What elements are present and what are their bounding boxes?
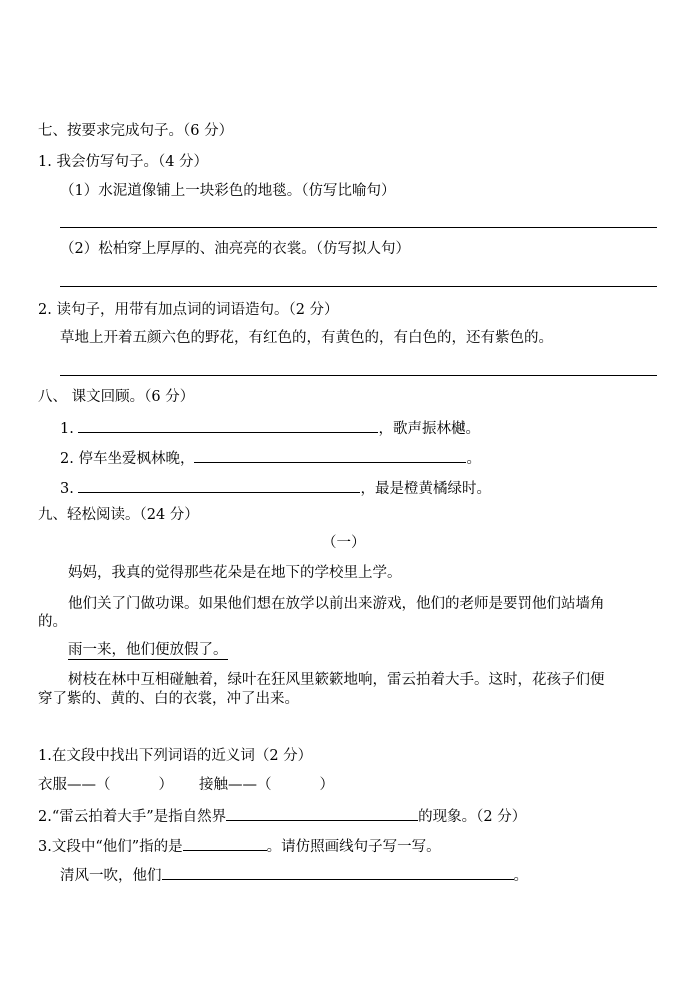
synonym-2-prompt: 接触——（	[199, 777, 272, 793]
blank-8-1[interactable]	[78, 417, 378, 433]
s7-question-2-sentence: 草地上开着五颜六色的野花，有红色的，有黄色的，有白色的，还有紫色的。	[60, 330, 553, 346]
s9-question-3-fill-start: 清风一吹，他们	[60, 868, 162, 884]
passage-part-label: （一）	[322, 535, 366, 551]
synonym-2-close: ）	[319, 777, 334, 793]
s9-question-1-answers	[38, 775, 334, 795]
s9-question-3-fill	[60, 864, 528, 886]
s9-question-3-fill-end: 。	[513, 868, 528, 884]
s8-line-3-number: 3.	[60, 481, 74, 497]
s8-line-1-end: ，歌声振林樾。	[378, 421, 480, 437]
answer-line-1a[interactable]	[60, 227, 657, 228]
passage-paragraph-1: 妈妈，我真的觉得那些花朵是在地下的学校里上学。	[68, 565, 402, 581]
answer-line-2[interactable]	[60, 375, 657, 376]
section-9-title: 九、轻松阅读。（24 分）	[38, 507, 199, 523]
s8-line-2	[60, 447, 481, 469]
blank-8-2[interactable]	[194, 447, 466, 463]
section-8-title: 八、 课文回顾。（6 分）	[38, 389, 195, 405]
s8-line-3	[60, 477, 491, 499]
s9-question-2-start: 2.“雷云拍着大手”是指自然界	[38, 809, 227, 825]
s7-question-1: 1. 我会仿写句子。（4 分）	[38, 154, 209, 170]
passage-paragraph-4-line-1: 树枝在林中互相碰触着，绿叶在狂风里簌簌地响，雷云拍着大手。这时，花孩子们便	[68, 672, 605, 688]
section-7-title: 七、按要求完成句子。（6 分）	[38, 123, 234, 139]
blank-8-3[interactable]	[78, 477, 360, 493]
s8-line-2-start: 2. 停车坐爱枫林晚，	[60, 451, 195, 467]
blank-9-2[interactable]	[226, 805, 418, 821]
s9-question-2	[38, 805, 526, 827]
s8-line-3-end: ，最是橙黄橘绿时。	[360, 481, 491, 497]
s9-question-1: 1.在文段中找出下列词语的近义词（2 分）	[38, 748, 313, 764]
answer-line-1b[interactable]	[60, 286, 657, 287]
s9-question-3-start: 3.文段中“他们”指的是	[38, 839, 183, 855]
s9-question-3-end: 。请仿照画线句子写一写。	[266, 839, 441, 855]
s8-line-1-number: 1.	[60, 421, 74, 437]
blank-9-3[interactable]	[183, 835, 267, 851]
passage-paragraph-4-line-2: 穿了紫的、黄的、白的衣裳，冲了出来。	[38, 691, 299, 707]
s7-question-1a: （1）水泥道像铺上一块彩色的地毯。（仿写比喻句）	[60, 183, 396, 199]
passage-underlined-sentence: 雨一来，他们便放假了。	[68, 642, 228, 658]
s7-question-1b: （2）松柏穿上厚厚的、油亮亮的衣裳。（仿写拟人句）	[60, 241, 410, 257]
blank-9-3-sentence[interactable]	[162, 864, 514, 880]
passage-paragraph-2-line-1: 他们关了门做功课。如果他们想在放学以前出来游戏，他们的老师是要罚他们站墙角	[68, 596, 605, 612]
s8-line-1	[60, 417, 480, 439]
synonym-1-close: ）	[158, 777, 173, 793]
s9-question-3	[38, 835, 441, 857]
passage-paragraph-2-line-2: 的。	[38, 614, 67, 630]
synonym-1-prompt: 衣服——（	[38, 777, 111, 793]
s8-line-2-end: 。	[466, 451, 481, 467]
s9-question-2-end: 的现象。（2 分）	[418, 809, 527, 825]
s7-question-2: 2. 读句子，用带有加点词的词语造句。（2 分）	[38, 302, 339, 318]
